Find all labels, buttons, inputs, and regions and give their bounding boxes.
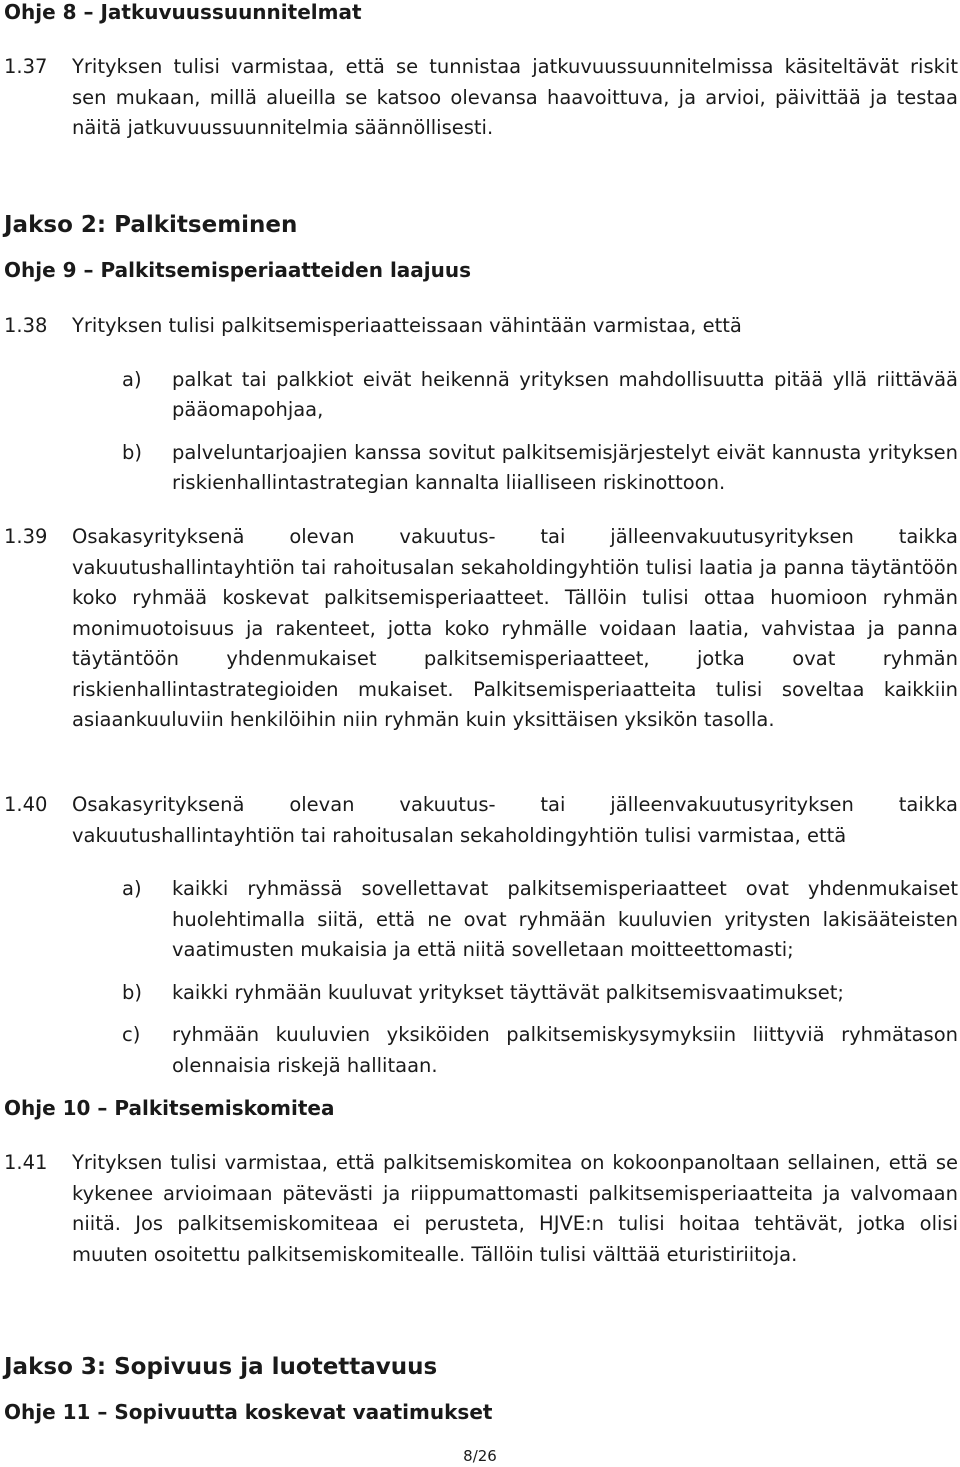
paragraph-text: Yrityksen tulisi varmistaa, että palkitsemiskomitea on kokoonpanoltaan sellainen, että se kykenee arvioimaan pätevästi ja riippumattomasti palkitsemisperiaatteita ja valvomaan niitä. Jos palkitsemiskomiteaa ei perusteta, HJVE:n tulisi hoitaa tehtävät, jotka olisi muuten osoitettu palkitsemiskomitealle. Tällöin tulisi välttää eturistiriitoja. xyxy=(72,1151,958,1266)
heading-ohje-8: Ohje 8 – Jatkuvuussuunnitelmat xyxy=(4,0,362,24)
list-item xyxy=(122,1020,958,1081)
paragraph-number: 1.39 xyxy=(4,525,48,548)
heading-ohje-9: Ohje 9 – Palkitsemisperiaatteiden laajuus xyxy=(4,258,472,282)
list-item-label: c) xyxy=(122,1023,141,1046)
paragraph-1-41 xyxy=(4,1148,958,1270)
list-item-text: ryhmään kuuluvien yksiköiden palkitsemiskysymyksiin liittyviä ryhmätason olennaisia riskejä hallitaan. xyxy=(172,1023,958,1077)
paragraph-number: 1.41 xyxy=(4,1151,48,1174)
paragraph-1-40 xyxy=(4,790,958,1081)
list-item-text: palkat tai palkkiot eivät heikennä yrityksen mahdollisuutta pitää yllä riittävää pääomapohjaa, xyxy=(172,367,958,421)
list-item-text: kaikki ryhmään kuuluvat yritykset täyttävät palkitsemisvaatimukset; xyxy=(172,980,844,1004)
paragraph-1-37 xyxy=(4,52,958,144)
list-item-label: a) xyxy=(122,877,142,900)
list-item-text: kaikki ryhmässä sovellettavat palkitsemisperiaatteet ovat yhdenmukaiset huolehtimalla siitä, että ne ovat ryhmään kuuluvien yritysten lakisääteisten vaatimusten mukaisia ja että niitä sovelletaan moitteettomasti; xyxy=(172,877,958,961)
heading-ohje-11: Ohje 11 – Sopivuutta koskevat vaatimukset xyxy=(4,1400,493,1424)
list-item xyxy=(122,978,958,1009)
page-number: 8/26 xyxy=(463,1447,497,1465)
paragraph-number: 1.38 xyxy=(4,314,48,337)
paragraph-lead: Osakasyrityksenä olevan vakuutus- tai jälleenvakuutusyrityksen taikka vakuutushallintayhtiön tai rahoitusalan sekaholdingyhtiön tulisi varmistaa, että xyxy=(72,793,958,847)
paragraph-1-39 xyxy=(4,522,958,736)
list-item-text: palveluntarjoajien kanssa sovitut palkitsemisjärjestelyt eivät kannusta yrityksen riskienhallintastrategian kannalta liialliseen riskinottoon. xyxy=(172,440,958,494)
paragraph-text: Yrityksen tulisi varmistaa, että se tunnistaa jatkuvuussuunnitelmissa käsiteltävät riskit sen mukaan, millä alueilla se katsoo olevansa haavoittuva, ja arvioi, päivittää ja testaa näitä jatkuvuussuunnitelmia säännöllisesti. xyxy=(72,55,958,139)
list-item-label: a) xyxy=(122,367,142,391)
paragraph-number: 1.37 xyxy=(4,55,48,78)
paragraph-1-38 xyxy=(4,311,958,499)
heading-jakso-3: Jakso 3: Sopivuus ja luotettavuus xyxy=(4,1354,438,1380)
list-item-label: b) xyxy=(122,980,142,1004)
paragraph-lead: Yrityksen tulisi palkitsemisperiaatteissaan vähintään varmistaa, että xyxy=(72,314,742,337)
list-item xyxy=(122,365,958,426)
list-item xyxy=(122,874,958,966)
list-item-label: b) xyxy=(122,440,142,464)
list-item xyxy=(122,438,958,499)
paragraph-number: 1.40 xyxy=(4,793,48,816)
heading-jakso-2: Jakso 2: Palkitseminen xyxy=(4,212,298,238)
heading-ohje-10: Ohje 10 – Palkitsemiskomitea xyxy=(4,1096,335,1120)
paragraph-text: Osakasyrityksenä olevan vakuutus- tai jälleenvakuutusyrityksen taikka vakuutushallintayhtiön tai rahoitusalan sekaholdingyhtiön tulisi laatia ja panna täytäntöön koko ryhmää koskevat palkitsemisperiaatteet. Tällöin tulisi ottaa huomioon ryhmän monimuotoisuus ja rakenteet, jotta koko ryhmälle voidaan laatia, vahvistaa ja panna täytäntöön yhdenmukaiset palkitsemisperiaatteet, jotka ovat ryhmän riskienhallintastrategioiden mukaiset. Palkitsemisperiaatteita tulisi soveltaa kaikkiin asiaankuuluviin henkilöihin niin ryhmän kuin yksittäisen yksikön tasolla. xyxy=(72,525,958,731)
